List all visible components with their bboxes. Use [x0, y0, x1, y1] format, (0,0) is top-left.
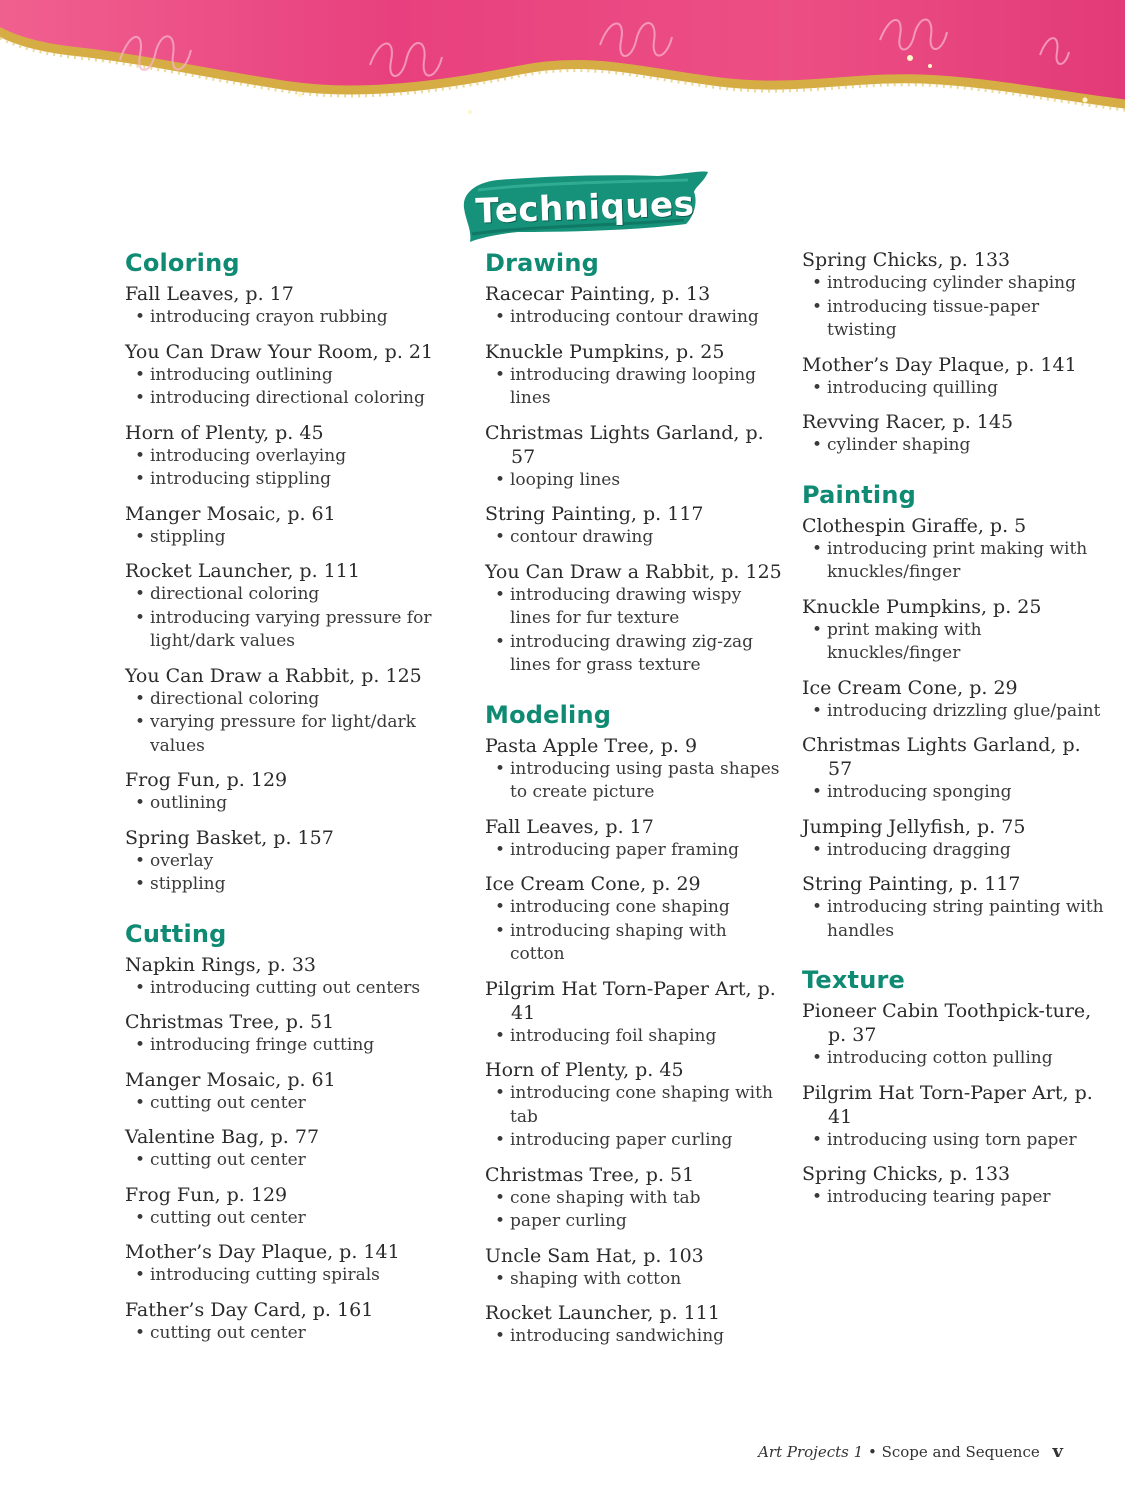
technique-list — [125, 583, 455, 654]
project-title: Ice Cream Cone, p. 29 — [802, 676, 1018, 699]
technique-item: • introducing varying pressure for light/dark values — [125, 607, 455, 654]
technique-list — [802, 272, 1107, 343]
technique-list — [125, 850, 455, 897]
project-entry — [125, 664, 455, 759]
technique-list — [125, 792, 455, 816]
project-title: Frog Fun, p. 129 — [125, 1183, 288, 1206]
technique-section — [802, 965, 1107, 1210]
project-entry — [485, 1301, 785, 1349]
footer-book-title: Art Projects 1 — [758, 1443, 864, 1461]
project-entry — [125, 282, 455, 330]
project-title: String Painting, p. 117 — [485, 503, 704, 525]
technique-list — [125, 1034, 455, 1058]
technique-item: • shaping with cotton — [485, 1268, 785, 1292]
project-title: Clothespin Giraffe, p. 5 — [802, 514, 1027, 537]
project-title: Fall Leaves, p. 17 — [485, 815, 654, 838]
project-title: Mother’s Day Plaque, p. 141 — [802, 353, 1077, 376]
technique-item: • introducing outlining — [125, 364, 455, 388]
project-entry — [485, 977, 785, 1049]
project-entry — [125, 1298, 455, 1346]
technique-list — [485, 896, 785, 967]
technique-item: • introducing cone shaping with tab — [485, 1082, 785, 1129]
technique-item: • introducing overlaying — [125, 445, 455, 469]
technique-list — [802, 377, 1107, 401]
technique-item: • varying pressure for light/dark values — [125, 711, 455, 758]
technique-item: • introducing drawing looping lines — [485, 364, 785, 411]
technique-item: • introducing paper framing — [485, 839, 785, 863]
technique-list — [485, 1082, 785, 1153]
technique-list — [125, 1322, 455, 1346]
project-title: Valentine Bag, p. 77 — [125, 1126, 320, 1148]
technique-list — [485, 584, 785, 678]
technique-list — [802, 1129, 1107, 1153]
technique-item: • introducing fringe cutting — [125, 1034, 455, 1058]
project-entry — [485, 1163, 785, 1234]
technique-item: • introducing cutting out centers — [125, 977, 455, 1001]
project-entry — [125, 826, 455, 897]
project-entry — [485, 502, 785, 550]
project-title: Fall Leaves, p. 17 — [125, 283, 294, 305]
column-3 — [802, 248, 1107, 1232]
technique-item: • cylinder shaping — [802, 434, 1107, 458]
technique-section — [802, 248, 1107, 458]
project-entry — [485, 1058, 785, 1153]
banner-pink-band — [0, 0, 1125, 104]
project-title: Pilgrim Hat Torn-Paper Art, p. 41 — [802, 1081, 1093, 1128]
project-title: Rocket Launcher, p. 111 — [485, 1302, 720, 1324]
technique-item: • looping lines — [485, 469, 785, 493]
technique-list — [125, 445, 455, 492]
technique-item: • directional coloring — [125, 688, 455, 712]
project-title: Mother’s Day Plaque, p. 141 — [125, 1241, 400, 1263]
project-entry — [485, 340, 785, 411]
project-entry — [802, 999, 1107, 1071]
project-title: Pilgrim Hat Torn-Paper Art, p. 41 — [485, 977, 776, 1024]
project-entry — [125, 502, 455, 550]
project-entry — [125, 1183, 455, 1231]
project-title: Rocket Launcher, p. 111 — [125, 560, 360, 582]
technique-item: • introducing string painting with handles — [802, 896, 1107, 943]
column-1 — [125, 248, 455, 1367]
technique-list — [485, 839, 785, 863]
footer-page-number: v — [1052, 1441, 1063, 1462]
technique-item: • overlay — [125, 850, 455, 874]
project-title: Knuckle Pumpkins, p. 25 — [802, 595, 1042, 618]
technique-list — [125, 688, 455, 759]
technique-item: • stippling — [125, 526, 455, 550]
technique-list — [802, 781, 1107, 805]
technique-item: • outlining — [125, 792, 455, 816]
technique-list — [125, 306, 455, 330]
project-entry — [125, 340, 455, 411]
technique-list — [485, 758, 785, 805]
project-title: Spring Basket, p. 157 — [125, 826, 334, 849]
technique-item: • cone shaping with tab — [485, 1187, 785, 1211]
technique-item: • introducing shaping with cotton — [485, 920, 785, 967]
technique-section — [485, 248, 785, 678]
technique-list — [802, 839, 1107, 863]
technique-list — [485, 364, 785, 411]
project-title: You Can Draw Your Room, p. 21 — [125, 340, 434, 363]
technique-list — [485, 1187, 785, 1234]
project-entry — [485, 872, 785, 967]
project-title: Revving Racer, p. 145 — [802, 411, 1014, 433]
footer-separator: • — [867, 1443, 877, 1461]
technique-item: • introducing using torn paper — [802, 1129, 1107, 1153]
project-title: Father’s Day Card, p. 161 — [125, 1298, 374, 1321]
technique-section — [802, 480, 1107, 944]
technique-item: • introducing cone shaping — [485, 896, 785, 920]
technique-section — [125, 248, 455, 897]
technique-item: • introducing sponging — [802, 781, 1107, 805]
project-entry — [125, 1125, 455, 1173]
project-entry — [125, 953, 455, 1001]
technique-section — [485, 700, 785, 1349]
project-title: Horn of Plenty, p. 45 — [485, 1059, 684, 1081]
technique-item: • introducing cotton pulling — [802, 1047, 1107, 1071]
header-banner — [0, 0, 1125, 130]
project-title: Christmas Lights Garland, p. 57 — [485, 421, 764, 468]
technique-item: • stippling — [125, 873, 455, 897]
project-entry — [802, 514, 1107, 585]
page-footer — [758, 1441, 1063, 1462]
technique-list — [125, 1149, 455, 1173]
project-entry — [125, 1068, 455, 1116]
section-heading: Painting — [802, 480, 917, 509]
project-entry — [802, 595, 1107, 666]
project-entry — [485, 1244, 785, 1292]
technique-item: • contour drawing — [485, 526, 785, 550]
technique-list — [125, 364, 455, 411]
technique-item: • cutting out center — [125, 1322, 455, 1346]
technique-list — [802, 700, 1107, 724]
technique-item: • introducing stippling — [125, 468, 455, 492]
project-entry — [125, 559, 455, 654]
technique-item: • paper curling — [485, 1210, 785, 1234]
technique-list — [802, 1186, 1107, 1210]
technique-list — [485, 306, 785, 330]
project-entry — [802, 1162, 1107, 1210]
technique-item: • introducing cutting spirals — [125, 1264, 455, 1288]
technique-item: • introducing contour drawing — [485, 306, 785, 330]
project-title: Frog Fun, p. 129 — [125, 769, 288, 791]
technique-list — [125, 1264, 455, 1288]
project-entry — [125, 1010, 455, 1058]
project-title: Manger Mosaic, p. 61 — [125, 502, 336, 525]
section-heading: Texture — [802, 966, 906, 994]
project-entry — [802, 1081, 1107, 1153]
technique-list — [802, 434, 1107, 458]
technique-list — [125, 1092, 455, 1116]
project-entry — [802, 676, 1107, 724]
project-title: Ice Cream Cone, p. 29 — [485, 873, 701, 895]
project-entry — [802, 815, 1107, 863]
technique-item: • introducing foil shaping — [485, 1025, 785, 1049]
project-entry — [485, 560, 785, 678]
project-entry — [802, 248, 1107, 343]
technique-item: • cutting out center — [125, 1092, 455, 1116]
technique-list — [802, 619, 1107, 666]
project-title: Jumping Jellyfish, p. 75 — [802, 815, 1026, 838]
project-title: Spring Chicks, p. 133 — [802, 249, 1011, 271]
project-title: Christmas Tree, p. 51 — [485, 1163, 695, 1186]
project-entry — [485, 734, 785, 805]
technique-list — [802, 1047, 1107, 1071]
project-title: Manger Mosaic, p. 61 — [125, 1068, 336, 1091]
technique-list — [802, 538, 1107, 585]
technique-item: • introducing tearing paper — [802, 1186, 1107, 1210]
project-title: You Can Draw a Rabbit, p. 125 — [125, 664, 422, 687]
project-title: You Can Draw a Rabbit, p. 125 — [485, 560, 782, 583]
project-title: Uncle Sam Hat, p. 103 — [485, 1244, 704, 1267]
technique-list — [485, 469, 785, 493]
technique-list — [125, 1207, 455, 1231]
column-2 — [485, 248, 785, 1371]
technique-item: • introducing dragging — [802, 839, 1107, 863]
technique-item: • introducing using pasta shapes to create picture — [485, 758, 785, 805]
project-title: Knuckle Pumpkins, p. 25 — [485, 340, 725, 363]
project-entry — [125, 768, 455, 816]
technique-item: • introducing paper curling — [485, 1129, 785, 1153]
technique-item: • introducing quilling — [802, 377, 1107, 401]
technique-item: • cutting out center — [125, 1207, 455, 1231]
project-entry — [485, 815, 785, 863]
page-title: Techniques — [474, 184, 696, 232]
technique-item: • introducing tissue-paper twisting — [802, 296, 1107, 343]
technique-list — [802, 896, 1107, 943]
technique-list — [485, 1325, 785, 1349]
project-title: Napkin Rings, p. 33 — [125, 953, 317, 976]
project-title: Christmas Lights Garland, p. 57 — [802, 734, 1081, 780]
project-entry — [802, 353, 1107, 401]
project-title: Pioneer Cabin Toothpick-ture, p. 37 — [802, 1000, 1092, 1046]
technique-list — [485, 1025, 785, 1049]
section-heading: Drawing — [485, 249, 600, 277]
project-entry — [802, 733, 1107, 805]
technique-item: • introducing crayon rubbing — [125, 306, 455, 330]
technique-item: • print making with knuckles/finger — [802, 619, 1107, 666]
section-heading: Cutting — [125, 919, 227, 948]
technique-item: • cutting out center — [125, 1149, 455, 1173]
project-title: Pasta Apple Tree, p. 9 — [485, 734, 698, 757]
technique-item: • introducing sandwiching — [485, 1325, 785, 1349]
technique-item: • directional coloring — [125, 583, 455, 607]
technique-list — [485, 1268, 785, 1292]
project-title: Christmas Tree, p. 51 — [125, 1011, 335, 1033]
technique-item: • introducing drizzling glue/paint — [802, 700, 1107, 724]
footer-section: Scope and Sequence — [881, 1443, 1040, 1461]
project-title: Racecar Painting, p. 13 — [485, 283, 711, 305]
technique-list — [485, 526, 785, 550]
technique-list — [125, 977, 455, 1001]
project-title: Horn of Plenty, p. 45 — [125, 421, 324, 444]
section-heading: Coloring — [125, 249, 240, 277]
project-entry — [485, 282, 785, 330]
project-entry — [485, 421, 785, 493]
project-entry — [802, 872, 1107, 943]
technique-item: • introducing drawing zig-zag lines for grass texture — [485, 631, 785, 678]
project-entry — [802, 410, 1107, 458]
project-title: Spring Chicks, p. 133 — [802, 1163, 1011, 1185]
technique-section — [125, 919, 455, 1346]
technique-item: • introducing print making with knuckles/finger — [802, 538, 1107, 585]
technique-item: • introducing cylinder shaping — [802, 272, 1107, 296]
project-entry — [125, 1240, 455, 1288]
project-title: String Painting, p. 117 — [802, 873, 1021, 895]
technique-item: • introducing directional coloring — [125, 387, 455, 411]
technique-item: • introducing drawing wispy lines for fur texture — [485, 584, 785, 631]
section-heading: Modeling — [485, 700, 612, 729]
technique-list — [125, 526, 455, 550]
project-entry — [125, 421, 455, 492]
